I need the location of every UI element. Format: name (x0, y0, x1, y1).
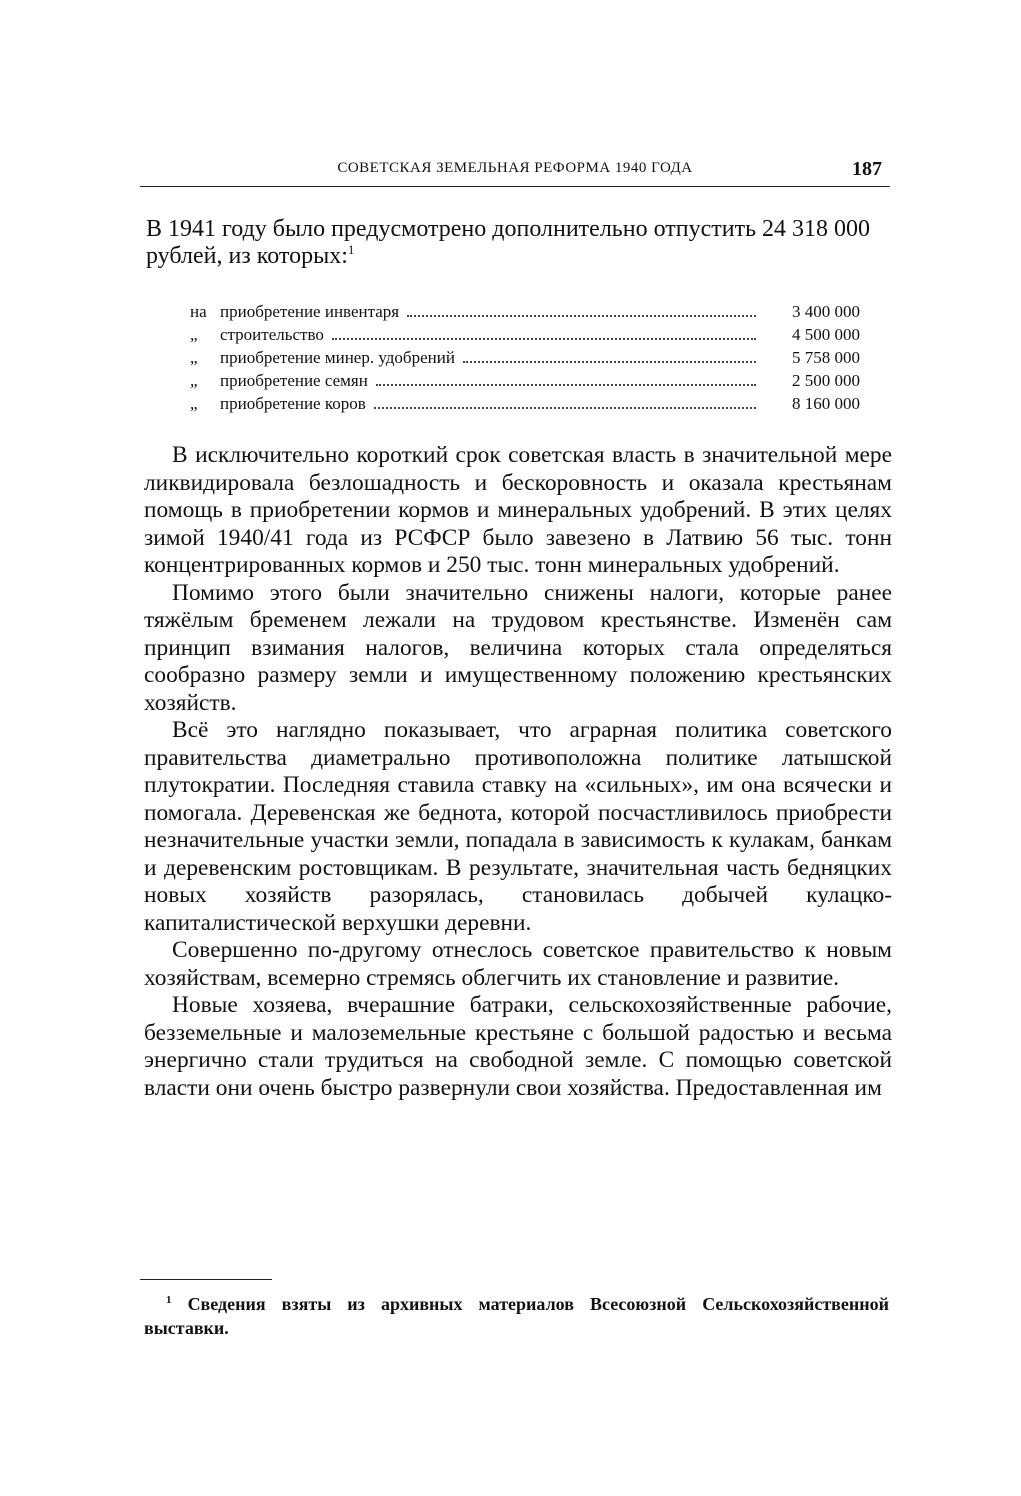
allocation-list (190, 300, 860, 415)
body-paragraph: Совершенно по-другому отнеслось советское правительство к новым хозяйствам, всемерно стремясь облегчить их становление и развитие. (144, 937, 892, 991)
allocation-prefix: „ (190, 325, 198, 344)
allocation-amount: 8 160 000 (792, 394, 860, 413)
footnote (144, 1292, 889, 1340)
allocation-label: приобретение коров (220, 394, 366, 413)
footnote-text: Сведения взяты из архивных материалов Всесоюзной Сельскохозяйственной выставки. (144, 1294, 890, 1338)
allocation-prefix: „ (190, 394, 198, 413)
allocation-amount: 2 500 000 (792, 371, 860, 390)
leader-dots (463, 361, 756, 363)
body-paragraph: Всё это наглядно показывает, что аграрная политика советского правительства диаметрально противоположна политике латышской плутократии. Последняя ставила ставку на «сильных», им она всячески и помогала. Деревенская же беднота, которой посчастливилось приобрести незначительные участки земли, попадала в зависимость к кулакам, банкам и деревенским ростовщикам. В результате, значительная часть бедняцких новых хозяйств разорялась, становилась добычей кулацко-капиталистической верхушки деревни. (144, 717, 892, 936)
intro-paragraph (146, 216, 891, 270)
allocation-amount: 4 500 000 (792, 325, 860, 344)
footnote-mark: 1 (166, 1294, 172, 1306)
allocation-label: строительство (220, 325, 324, 344)
footnote-ref: 1 (347, 242, 355, 257)
leader-dots (407, 315, 756, 317)
page-header (140, 158, 890, 187)
allocation-row (190, 346, 860, 369)
footnote-separator (140, 1279, 272, 1280)
allocation-row (190, 323, 860, 346)
body-text (144, 442, 892, 1102)
allocation-amount: 3 400 000 (792, 302, 860, 321)
allocation-row (190, 369, 860, 392)
allocation-row (190, 392, 860, 415)
leader-dots (376, 384, 756, 386)
body-paragraph: Новые хозяева, вчерашние батраки, сельскохозяйственные рабочие, безземельные и малоземельные крестьяне с большой радостью и весьма энергично стали трудиться на свободной земле. С помощью советской власти они очень быстро развернули свои хозяйства. Предоставленная им (144, 992, 892, 1101)
leader-dots (374, 407, 756, 409)
page-number: 187 (852, 158, 882, 180)
allocation-prefix: „ (190, 371, 198, 390)
allocation-row (190, 300, 860, 323)
allocation-label: приобретение минер. удобрений (220, 348, 455, 367)
body-paragraph: В исключительно короткий срок советская власть в значительной мере ликвидировала безлошадность и бескоровность и оказала крестьянам помощь в приобретении кормов и минеральных удобрений. В этих целях зимой 1940/41 года из РСФСР было завезено в Латвию 56 тыс. тонн концентрированных кормов и 250 тыс. тонн минеральных удобрений. (144, 442, 892, 578)
intro-text: В 1941 году было предусмотрено дополнительно отпустить 24 318 000 рублей, из которых: (146, 216, 871, 269)
allocation-label: приобретение инвентаря (220, 302, 400, 321)
body-paragraph: Помимо этого были значительно снижены налоги, которые ранее тяжёлым бременем лежали на трудовом крестьянстве. Изменён сам принцип взимания налогов, величина которых стала определяться сообразно размеру земли и имущественному положению крестьянских хозяйств. (144, 579, 892, 716)
allocation-label: приобретение семян (220, 371, 368, 390)
allocation-amount: 5 758 000 (792, 348, 860, 367)
allocation-prefix: на (190, 302, 207, 321)
running-title: СОВЕТСКАЯ ЗЕМЕЛЬНАЯ РЕФОРМА 1940 ГОДА (337, 160, 693, 176)
leader-dots (332, 338, 756, 340)
allocation-prefix: „ (190, 348, 198, 367)
